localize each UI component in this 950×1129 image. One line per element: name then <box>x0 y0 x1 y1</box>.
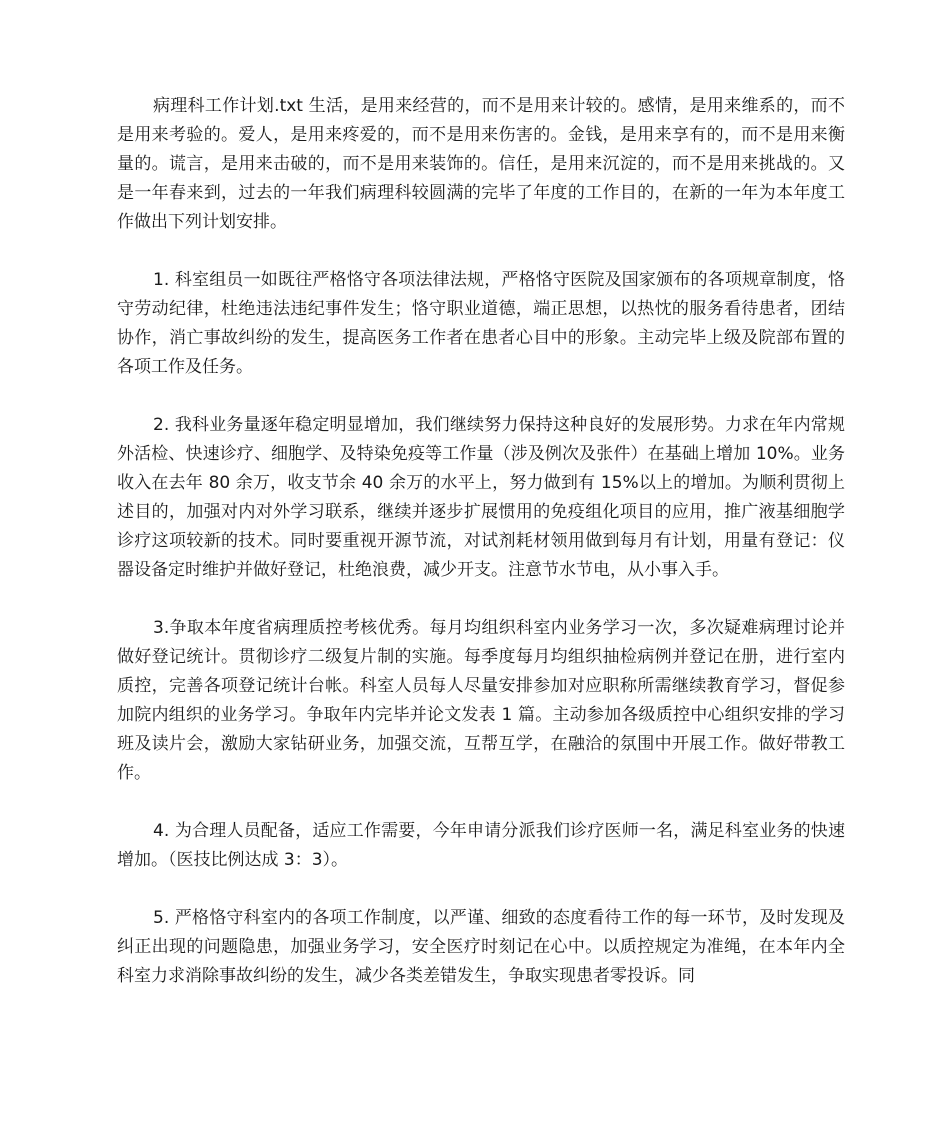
paragraph-intro: 病理科工作计划.txt 生活，是用来经营的，而不是用来计较的。感情，是用来维系的，而不是用来考验的。爱人，是用来疼爱的，而不是用来伤害的。金钱，是用来享有的，而不是用来衡量的。谎言，是用来击破的，而不是用来装饰的。信任，是用来沉淀的，而不是用来挑战的。又是一年春来到，过去的一年我们病理科较圆满的完毕了年度的工作目的，在新的一年为本年度工作做出下列计划安排。 <box>117 96 845 232</box>
paragraph-item-3: 3.争取本年度省病理质控考核优秀。每月均组织科室内业务学习一次，多次疑难病理讨论并做好登记统计。贯彻诊疗二级复片制的实施。每季度每月均组织抽检病例并登记在册，进行室内质控，完善各项登记统计台帐。科室人员每人尽量安排参加对应职称所需继续教育学习，督促参加院内组织的业务学习。争取年内完毕并论文发表 1 篇。主动参加各级质控中心组织安排的学习班及读片会，激励大家钻研业务，加强交流，互帮互学，在融洽的氛围中开展工作。做好带教工作。 <box>117 618 845 783</box>
document-page <box>117 92 845 1020</box>
paragraph-item-4: 4. 为合理人员配备，适应工作需要，今年申请分派我们诊疗医师一名，满足科室业务的快速增加。（医技比例达成 3：3）。 <box>117 821 845 870</box>
paragraph-item-2: 2. 我科业务量逐年稳定明显增加，我们继续努力保持这种良好的发展形势。力求在年内常规外活检、快速诊疗、细胞学、及特染免疫等工作量（涉及例次及张件）在基础上增加 10%。业务收入在去年 80 余万，收支节余 40 余万的水平上，努力做到有 15%以上的增加。为顺利贯彻上述目的，加强对内对外学习联系，继续并逐步扩展惯用的免疫组化项目的应用，推广液基细胞学诊疗这项较新的技术。同时要重视开源节流，对试剂耗材领用做到每月有计划，用量有登记：仪器设备定时维护并做好登记，杜绝浪费，减少开支。注意节水节电，从小事入手。 <box>117 415 845 580</box>
paragraph-item-1: 1. 科室组员一如既往严格恪守各项法律法规，严格恪守医院及国家颁布的各项规章制度，恪守劳动纪律，杜绝违法违纪事件发生；恪守职业道德，端正思想，以热忱的服务看待患者，团结协作，消亡事故纠纷的发生，提高医务工作者在患者心目中的形象。主动完毕上级及院部布置的各项工作及任务。 <box>117 270 845 377</box>
paragraph-item-5: 5. 严格恪守科室内的各项工作制度，以严谨、细致的态度看待工作的每一环节，及时发现及纠正出现的问题隐患，加强业务学习，安全医疗时刻记在心中。以质控规定为准绳，在本年内全科室力求消除事故纠纷的发生，减少各类差错发生，争取实现患者零投诉。同 <box>117 908 845 986</box>
